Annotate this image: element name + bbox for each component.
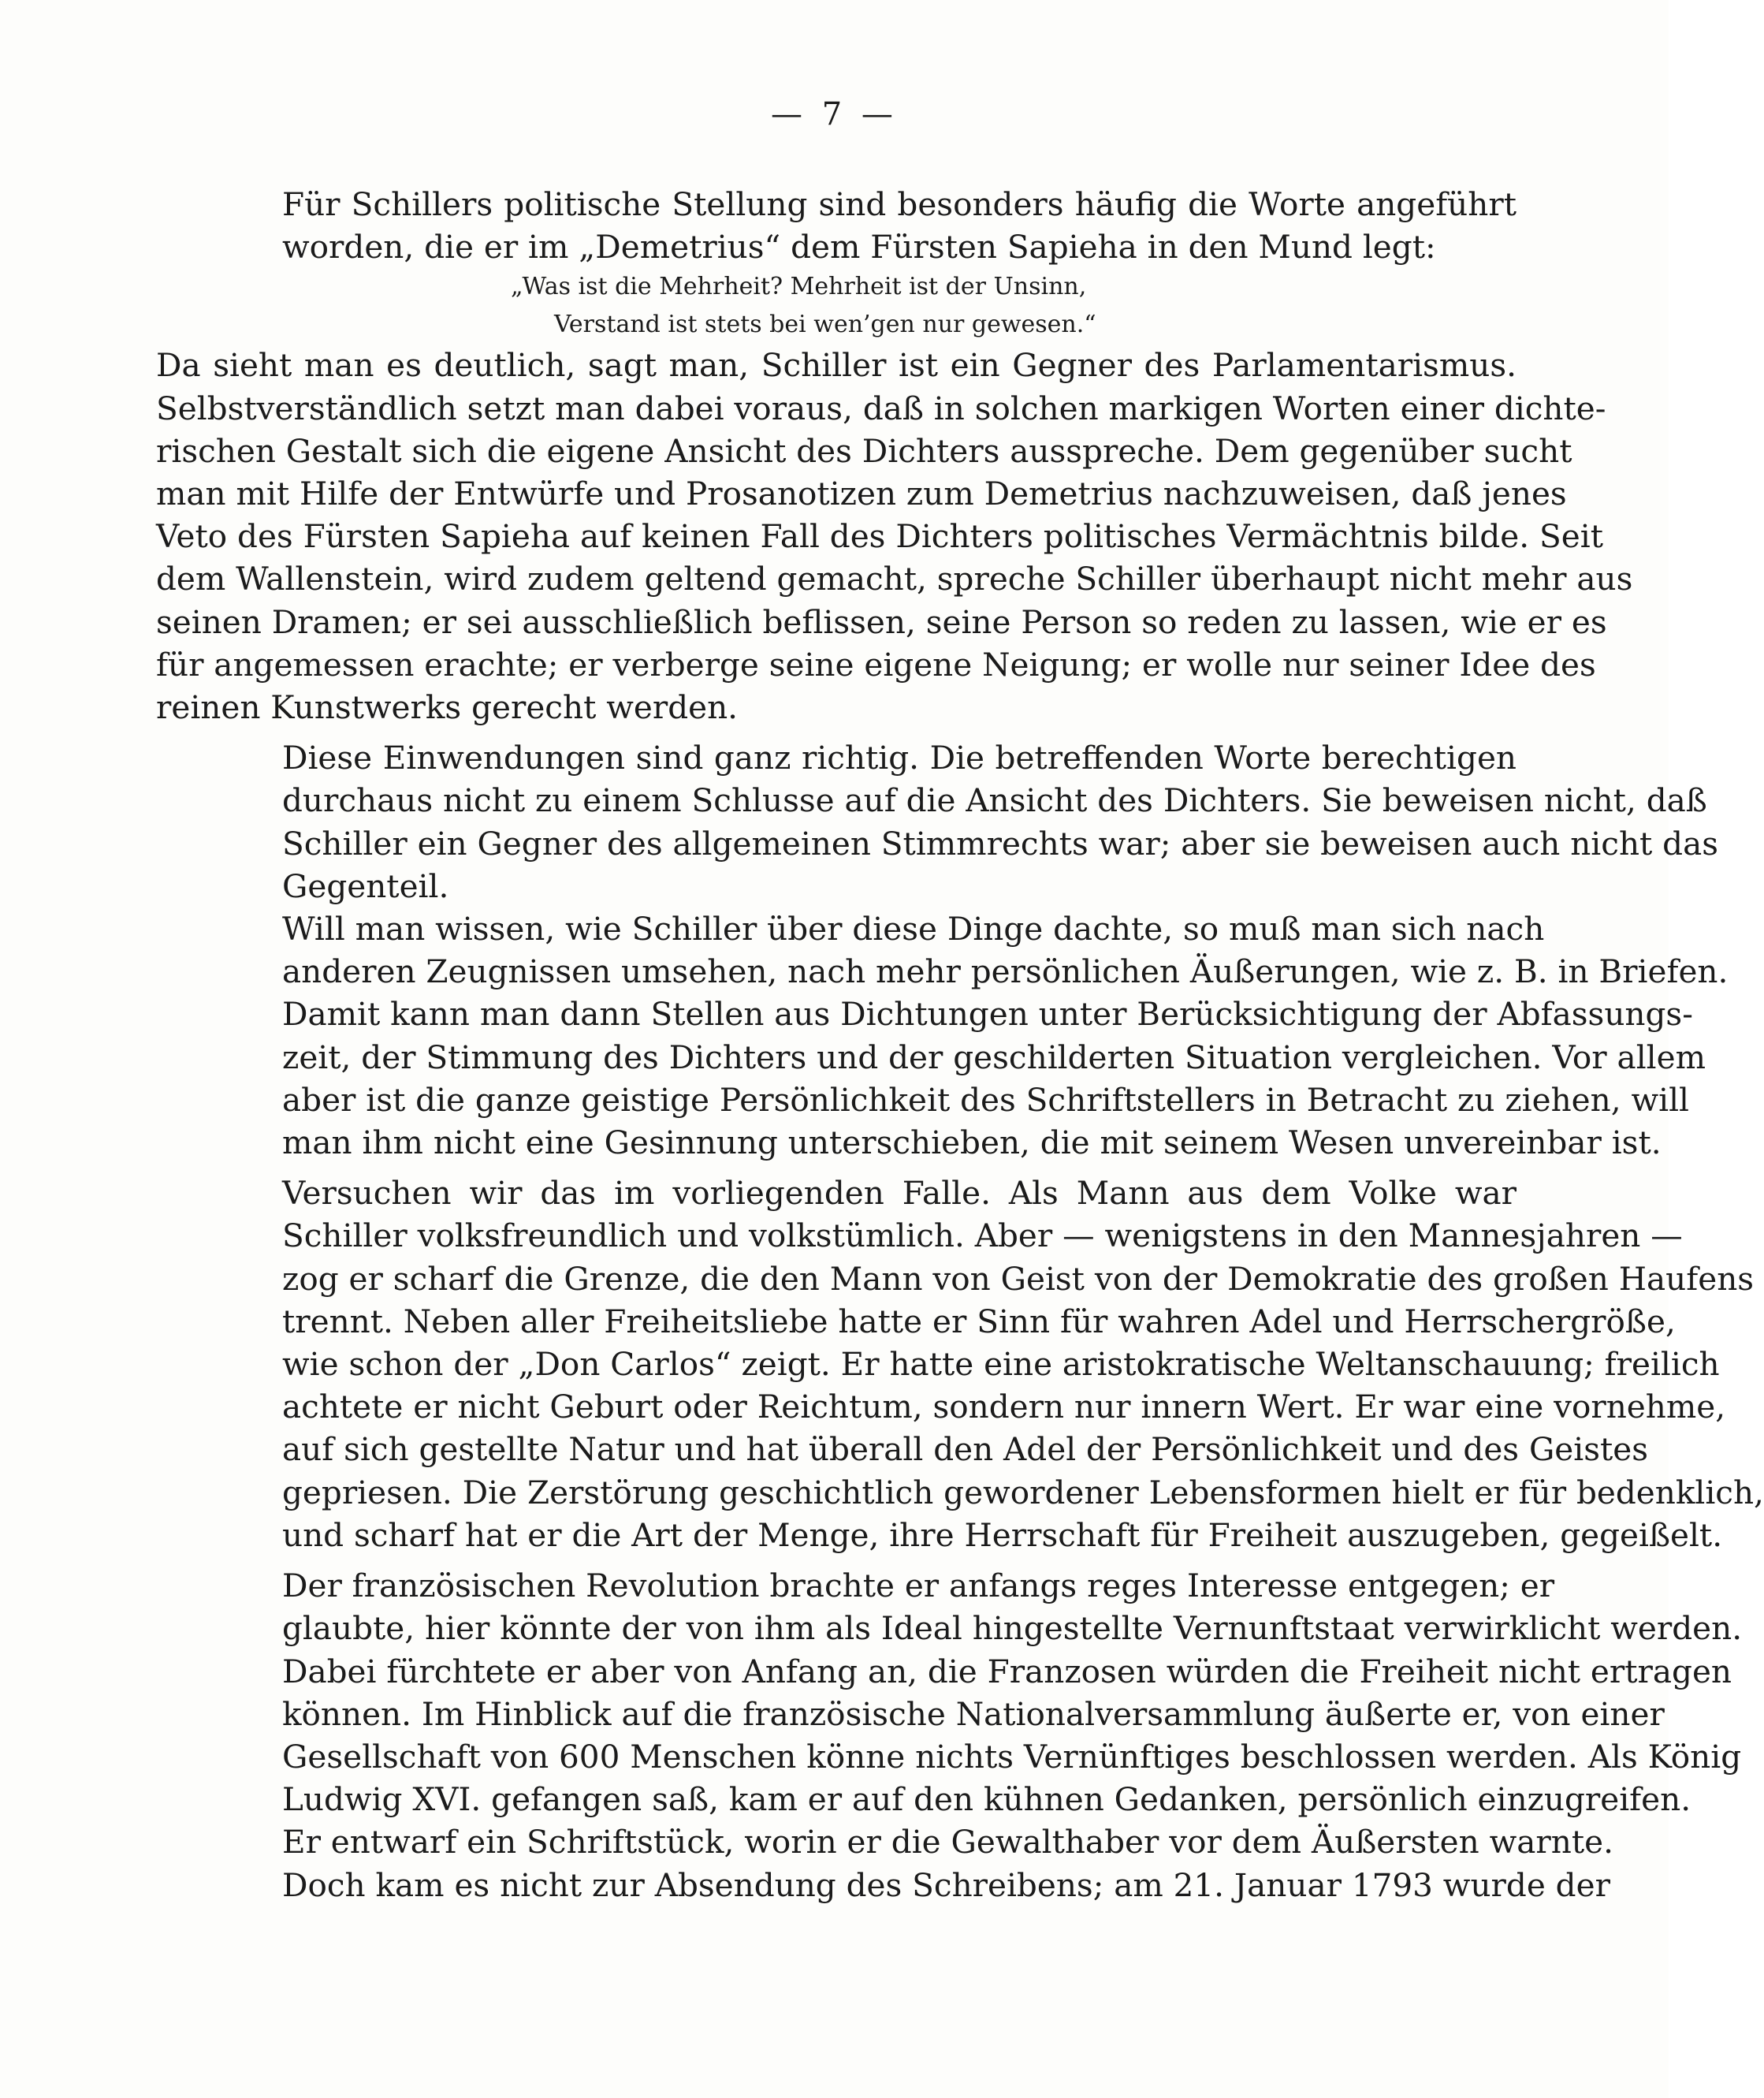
text-line: Damit kann man dann Stellen aus Dichtungen unter Berücksichtigung der Abfassungs-: [282, 995, 1693, 1034]
text-line: trennt. Neben aller Freiheitsliebe hatte er Sinn für wahren Adel und Herrschergröße,: [282, 1302, 1676, 1340]
quote-line: „Was ist die Mehrheit? Mehrheit ist der Unsinn,: [511, 273, 1087, 301]
paragraph-4: [156, 907, 1729, 1164]
text-line: rischen Gestalt sich die eigene Ansicht des Dichters ausspreche. Dem gegenüber sucht: [156, 431, 1572, 470]
text-line: man ihm nicht eine Gesinnung unterschieben, die mit seinem Wesen unvereinbar ist.: [282, 1124, 1662, 1162]
text-line: Dabei fürchtete er aber von Anfang an, die Franzosen würden die Freiheit nicht ertragen: [282, 1652, 1732, 1690]
text-line: Schiller ein Gegner des allgemeinen Stimmrechts war; aber sie beweisen auch nicht das: [282, 824, 1719, 863]
text-line: durchaus nicht zu einem Schlusse auf die Ansicht des Dichters. Sie beweisen nicht, daß: [282, 781, 1707, 820]
text-line: wie schon der „Don Carlos“ zeigt. Er hatte eine aristokratische Weltanschauung; freilich: [282, 1345, 1720, 1384]
text-line: Für Schillers politische Stellung sind besonders häufig die Worte angeführt: [282, 185, 1517, 223]
text-line: zeit, der Stimmung des Dichters und der geschilderten Situation vergleichen. Vor allem: [282, 1038, 1706, 1076]
text-line: Will man wissen, wie Schiller über diese Dinge dachte, so muß man sich nach: [282, 910, 1545, 948]
text-line: Da sieht man es deutlich, sagt man, Schiller ist ein Gegner des Parlamentarismus.: [156, 346, 1517, 385]
text-line: Selbstverständlich setzt man dabei voraus, daß in solchen markigen Worten einer dichte-: [156, 389, 1606, 427]
text-line: gepriesen. Die Zerstörung geschichtlich gewordener Lebensformen hielt er für bedenklich,: [282, 1473, 1764, 1511]
text-line: reinen Kunstwerks gerecht werden.: [156, 688, 739, 727]
text-line: Veto des Fürsten Sapieha auf keinen Fall des Dichters politisches Vermächtnis bilde. Seit: [156, 517, 1603, 556]
text-line: Gegenteil.: [282, 866, 449, 905]
text-line: Gesellschaft von 600 Menschen könne nichts Vernünftiges beschlossen werden. Als König: [282, 1737, 1742, 1776]
text-line: zog er scharf die Grenze, die den Mann von Geist von der Demokratie des großen Haufens: [282, 1259, 1755, 1298]
paragraph-6: [156, 1564, 1743, 1906]
text-line: aber ist die ganze geistige Persönlichkeit des Schriftstellers in Betracht zu ziehen, will: [282, 1080, 1689, 1119]
text-line: Ludwig XVI. gefangen saß, kam er auf den kühnen Gedanken, persönlich einzugreifen.: [282, 1780, 1691, 1819]
text-line: Schiller volksfreundlich und volkstümlich. Aber — wenigstens in den Mannesjahren —: [282, 1217, 1683, 1255]
text-line: dem Wallenstein, wird zudem geltend gemacht, spreche Schiller überhaupt nicht mehr aus: [156, 560, 1633, 598]
text-line: für angemessen erachte; er verberge seine eigene Neigung; er wolle nur seiner Idee des: [156, 645, 1596, 684]
page-number: — 7 —: [771, 96, 898, 132]
paragraph-1: [156, 183, 1517, 268]
text-line: Diese Einwendungen sind ganz richtig. Die betreffenden Worte berechtigen: [282, 739, 1517, 777]
text-line: glaubte, hier könnte der von ihm als Ideal hingestellte Vernunftstaat verwirklicht werden.: [282, 1609, 1743, 1648]
text-line: achtete er nicht Geburt oder Reichtum, sondern nur innern Wert. Er war eine vornehme,: [282, 1388, 1726, 1426]
text-line: Er entwarf ein Schriftstück, worin er die Gewalthaber vor dem Äußersten warnte.: [282, 1823, 1613, 1861]
paragraph-2: [156, 344, 1633, 729]
text-line: Versuchen wir das im vorliegenden Falle. Als Mann aus dem Volke war: [282, 1174, 1517, 1213]
text-line: und scharf hat er die Art der Menge, ihre Herrschaft für Freiheit auszugeben, gegeißelt.: [282, 1515, 1723, 1554]
quote-line: Verstand ist stets bei wen’gen nur gewesen.“: [554, 311, 1096, 339]
text-line: auf sich gestellte Natur und hat überall den Adel der Persönlichkeit und des Geistes: [282, 1430, 1649, 1469]
text-line: anderen Zeugnissen umsehen, nach mehr persönlichen Äußerungen, wie z. B. in Briefen.: [282, 952, 1729, 991]
text-line: Doch kam es nicht zur Absendung des Schreibens; am 21. Januar 1793 wurde der: [282, 1865, 1610, 1904]
text-line: können. Im Hinblick auf die französische Nationalversammlung äußerte er, von einer: [282, 1694, 1665, 1733]
text-line: man mit Hilfe der Entwürfe und Prosanotizen zum Demetrius nachzuweisen, daß jenes: [156, 475, 1567, 513]
paragraph-5: [156, 1172, 1764, 1556]
body-text: [156, 183, 1764, 1906]
text-line: seinen Dramen; er sei ausschließlich beflissen, seine Person so reden zu lassen, wie er es: [156, 602, 1607, 641]
paragraph-3: [156, 736, 1719, 907]
text-line: Der französischen Revolution brachte er anfangs reges Interesse entgegen; er: [282, 1567, 1555, 1605]
text-line: worden, die er im „Demetrius“ dem Fürsten Sapieha in den Mund legt:: [282, 228, 1436, 266]
verse-quote: [511, 268, 1517, 344]
